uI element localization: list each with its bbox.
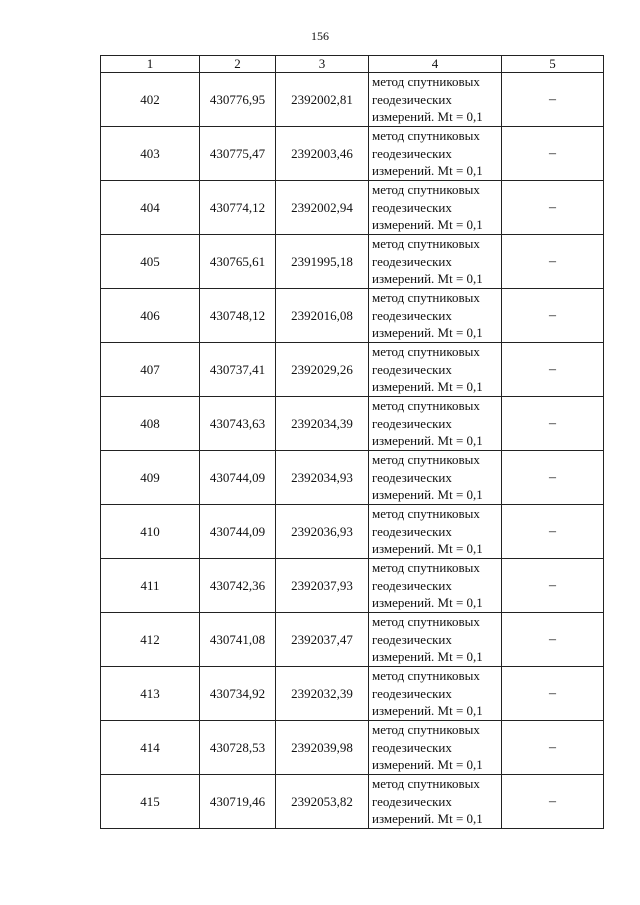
point-number: 407 — [101, 343, 200, 397]
method-line-1: метод спутниковых — [372, 290, 480, 306]
table-row — [101, 289, 604, 343]
method-line-1: метод спутниковых — [372, 776, 480, 792]
point-number: 406 — [101, 289, 200, 343]
method-line-2: геодезических — [372, 307, 452, 323]
method-line-2: геодезических — [372, 631, 452, 647]
note-cell: – — [502, 73, 604, 127]
method-line-3: измерений. Mt = 0,1 — [372, 109, 483, 125]
point-number: 404 — [101, 181, 200, 235]
method-description — [369, 127, 502, 181]
coord-x: 430743,63 — [200, 397, 276, 451]
note-cell: – — [502, 775, 604, 829]
method-line-2: геодезических — [372, 145, 452, 161]
point-number: 411 — [101, 559, 200, 613]
table-row — [101, 73, 604, 127]
table-row — [101, 721, 604, 775]
table-row — [101, 505, 604, 559]
header-col-1: 1 — [101, 56, 200, 73]
method-line-1: метод спутниковых — [372, 344, 480, 360]
method-line-3: измерений. Mt = 0,1 — [372, 541, 483, 557]
note-cell: – — [502, 289, 604, 343]
method-line-3: измерений. Mt = 0,1 — [372, 811, 483, 827]
point-number: 408 — [101, 397, 200, 451]
table-row — [101, 235, 604, 289]
table-row — [101, 397, 604, 451]
point-number: 414 — [101, 721, 200, 775]
method-line-3: измерений. Mt = 0,1 — [372, 487, 483, 503]
method-line-1: метод спутниковых — [372, 74, 480, 90]
method-line-2: геодезических — [372, 91, 452, 107]
method-line-1: метод спутниковых — [372, 722, 480, 738]
method-description — [369, 613, 502, 667]
coord-x: 430776,95 — [200, 73, 276, 127]
note-cell: – — [502, 181, 604, 235]
coord-x: 430775,47 — [200, 127, 276, 181]
method-description — [369, 721, 502, 775]
method-description — [369, 343, 502, 397]
method-line-3: измерений. Mt = 0,1 — [372, 649, 483, 665]
coord-x: 430728,53 — [200, 721, 276, 775]
coord-y: 2392036,93 — [276, 505, 369, 559]
note-cell: – — [502, 613, 604, 667]
coord-x: 430765,61 — [200, 235, 276, 289]
table-row — [101, 343, 604, 397]
method-line-1: метод спутниковых — [372, 560, 480, 576]
method-description — [369, 289, 502, 343]
note-cell: – — [502, 451, 604, 505]
coord-y: 2392002,94 — [276, 181, 369, 235]
point-number: 410 — [101, 505, 200, 559]
note-cell: – — [502, 721, 604, 775]
page-number: 156 — [311, 29, 329, 43]
coord-y: 2392034,39 — [276, 397, 369, 451]
coord-y: 2391995,18 — [276, 235, 369, 289]
method-line-2: геодезических — [372, 577, 452, 593]
method-line-1: метод спутниковых — [372, 614, 480, 630]
table-row — [101, 559, 604, 613]
method-line-2: геодезических — [372, 469, 452, 485]
method-line-2: геодезических — [372, 685, 452, 701]
method-line-3: измерений. Mt = 0,1 — [372, 217, 483, 233]
method-line-3: измерений. Mt = 0,1 — [372, 433, 483, 449]
coord-x: 430734,92 — [200, 667, 276, 721]
method-line-2: геодезических — [372, 523, 452, 539]
method-line-3: измерений. Mt = 0,1 — [372, 595, 483, 611]
method-line-3: измерений. Mt = 0,1 — [372, 757, 483, 773]
note-cell: – — [502, 127, 604, 181]
coord-x: 430719,46 — [200, 775, 276, 829]
coord-y: 2392029,26 — [276, 343, 369, 397]
coord-y: 2392003,46 — [276, 127, 369, 181]
point-number: 409 — [101, 451, 200, 505]
note-cell: – — [502, 559, 604, 613]
method-line-2: геодезических — [372, 793, 452, 809]
method-line-2: геодезических — [372, 253, 452, 269]
method-description — [369, 451, 502, 505]
method-line-3: измерений. Mt = 0,1 — [372, 379, 483, 395]
method-line-1: метод спутниковых — [372, 506, 480, 522]
note-cell: – — [502, 343, 604, 397]
coord-y: 2392032,39 — [276, 667, 369, 721]
method-description — [369, 181, 502, 235]
method-description — [369, 235, 502, 289]
method-line-1: метод спутниковых — [372, 452, 480, 468]
method-line-3: измерений. Mt = 0,1 — [372, 163, 483, 179]
table-row — [101, 613, 604, 667]
header-col-3: 3 — [276, 56, 369, 73]
table-header — [101, 56, 604, 73]
coordinates-table — [100, 55, 604, 829]
method-description — [369, 559, 502, 613]
method-line-3: измерений. Mt = 0,1 — [372, 271, 483, 287]
method-line-3: измерений. Mt = 0,1 — [372, 325, 483, 341]
method-line-2: геодезических — [372, 361, 452, 377]
coord-x: 430774,12 — [200, 181, 276, 235]
note-cell: – — [502, 667, 604, 721]
method-description — [369, 667, 502, 721]
point-number: 402 — [101, 73, 200, 127]
coord-x: 430744,09 — [200, 451, 276, 505]
method-description — [369, 397, 502, 451]
coord-x: 430741,08 — [200, 613, 276, 667]
table-row — [101, 775, 604, 829]
method-line-1: метод спутниковых — [372, 398, 480, 414]
point-number: 403 — [101, 127, 200, 181]
coord-y: 2392034,93 — [276, 451, 369, 505]
method-description — [369, 73, 502, 127]
note-cell: – — [502, 505, 604, 559]
method-line-2: геодезических — [372, 199, 452, 215]
coord-x: 430748,12 — [200, 289, 276, 343]
method-line-1: метод спутниковых — [372, 668, 480, 684]
table-row — [101, 667, 604, 721]
header-col-5: 5 — [502, 56, 604, 73]
method-line-1: метод спутниковых — [372, 128, 480, 144]
coord-y: 2392039,98 — [276, 721, 369, 775]
method-line-2: геодезических — [372, 739, 452, 755]
coord-x: 430744,09 — [200, 505, 276, 559]
method-line-3: измерений. Mt = 0,1 — [372, 703, 483, 719]
method-line-1: метод спутниковых — [372, 236, 480, 252]
header-col-4: 4 — [369, 56, 502, 73]
note-cell: – — [502, 235, 604, 289]
method-description — [369, 505, 502, 559]
point-number: 415 — [101, 775, 200, 829]
method-line-1: метод спутниковых — [372, 182, 480, 198]
table-row — [101, 127, 604, 181]
table-row — [101, 181, 604, 235]
table-body — [101, 73, 604, 829]
header-row — [101, 56, 604, 73]
point-number: 405 — [101, 235, 200, 289]
note-cell: – — [502, 397, 604, 451]
coord-x: 430737,41 — [200, 343, 276, 397]
point-number: 413 — [101, 667, 200, 721]
coord-y: 2392053,82 — [276, 775, 369, 829]
coord-y: 2392037,47 — [276, 613, 369, 667]
coord-y: 2392002,81 — [276, 73, 369, 127]
point-number: 412 — [101, 613, 200, 667]
table-row — [101, 451, 604, 505]
coord-y: 2392037,93 — [276, 559, 369, 613]
header-col-2: 2 — [200, 56, 276, 73]
method-line-2: геодезических — [372, 415, 452, 431]
method-description — [369, 775, 502, 829]
coord-y: 2392016,08 — [276, 289, 369, 343]
coord-x: 430742,36 — [200, 559, 276, 613]
